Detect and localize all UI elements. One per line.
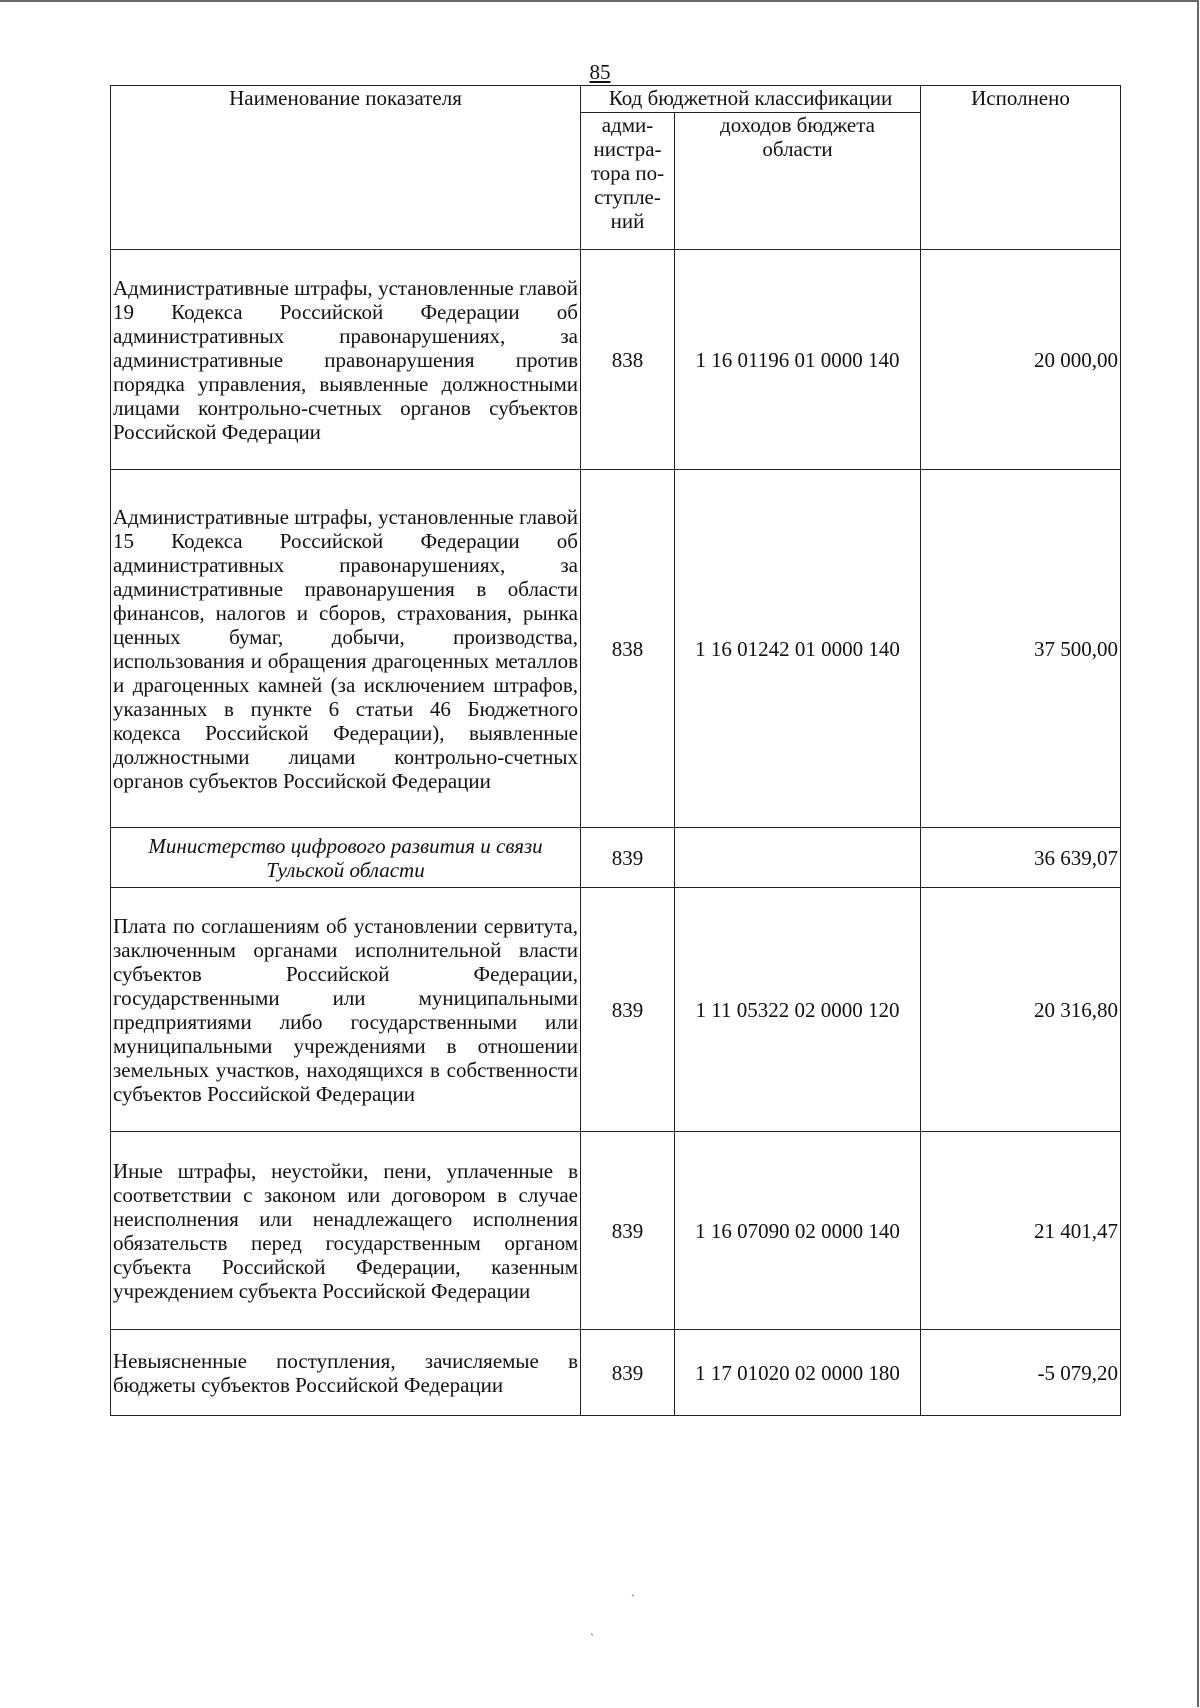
row-name: Административные штрафы, установленные главой 19 Кодекса Российской Федерации об административных правонарушениях, за административные правонарушения против порядка управления, выявленные должностными лицами контрольно-счетных органов субъектов Российской Федерации [111, 250, 581, 470]
row-name: Иные штрафы, неустойки, пени, уплаченные в соответствии с законом или договором в случае неисполнения или ненадлежащего исполнения обязательств перед государственным органом субъекта Российской Федерации, казенным учреждением субъекта Российской Федерации [111, 1132, 581, 1330]
header-executed: Исполнено [921, 86, 1121, 250]
row-amount: 21 401,47 [921, 1132, 1121, 1330]
row-name: Плата по соглашениям об установлении сервитута, заключенным органами исполнительной власти субъектов Российской Федерации, государственными или муниципальными предприятиями либо государственными или муниципальными учреждениями в отношении земельных участков, находящихся в собственности субъектов Российской Федерации [111, 888, 581, 1132]
table-row [111, 470, 1121, 828]
row-budget-code: 1 16 01242 01 0000 140 [675, 470, 921, 828]
scan-mark: ˏ [590, 1622, 594, 1636]
table-row [111, 888, 1121, 1132]
table-body [111, 250, 1121, 1416]
row-budget-code [675, 828, 921, 888]
header-income: доходов бюджета области [675, 113, 921, 250]
row-admin-code: 838 [581, 250, 675, 470]
budget-table [110, 85, 1121, 1416]
header-code-group: Код бюджетной классификации [581, 86, 921, 113]
row-admin-code: 839 [581, 888, 675, 1132]
table-row [111, 1330, 1121, 1416]
row-amount: 20 000,00 [921, 250, 1121, 470]
header-name: Наименование показателя [111, 86, 581, 250]
page-number: 85 [589, 60, 611, 84]
row-amount: 36 639,07 [921, 828, 1121, 888]
table-row [111, 828, 1121, 888]
scan-mark: ˎ [631, 1583, 635, 1597]
row-name: Невыясненные поступления, зачисляемые в бюджеты субъектов Российской Федерации [111, 1330, 581, 1416]
row-name: Административные штрафы, установленные главой 15 Кодекса Российской Федерации об административных правонарушениях, за административные правонарушения в области финансов, налогов и сборов, страхования, рынка ценных бумаг, добычи, производства, использования и обращения драгоценных металлов и драгоценных камней (за исключением штрафов, указанных в пункте 6 статьи 46 Бюджетного кодекса Российской Федерации), выявленные должностными лицами контрольно-счетных органов субъектов Российской Федерации [111, 470, 581, 828]
row-amount: -5 079,20 [921, 1330, 1121, 1416]
header-row-1 [111, 86, 1121, 113]
row-budget-code: 1 16 01196 01 0000 140 [675, 250, 921, 470]
row-admin-code: 838 [581, 470, 675, 828]
row-admin-code: 839 [581, 1132, 675, 1330]
row-budget-code: 1 11 05322 02 0000 120 [675, 888, 921, 1132]
table-row [111, 1132, 1121, 1330]
table-row [111, 250, 1121, 470]
row-admin-code: 839 [581, 828, 675, 888]
row-name: Министерство цифрового развития и связи Тульской области [111, 828, 581, 888]
row-amount: 37 500,00 [921, 470, 1121, 828]
row-budget-code: 1 16 07090 02 0000 140 [675, 1132, 921, 1330]
row-admin-code: 839 [581, 1330, 675, 1416]
header-admin: адми- нистра- тора по- ступле- ний [581, 113, 675, 250]
row-budget-code: 1 17 01020 02 0000 180 [675, 1330, 921, 1416]
row-amount: 20 316,80 [921, 888, 1121, 1132]
